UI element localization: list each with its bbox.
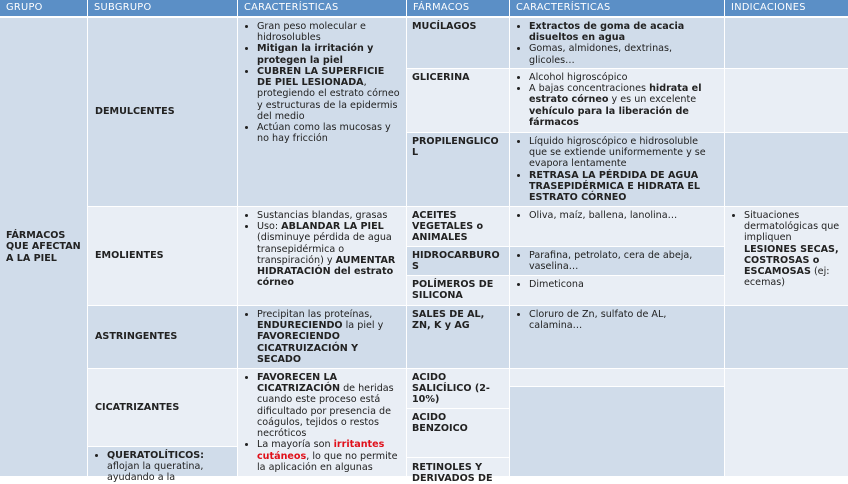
farmaco-sales: SALES DE AL, ZN, K y AG — [407, 306, 510, 369]
demulcentes-c1: • Gran peso molecular e hidrosolubles — [257, 21, 401, 43]
aceites-caracteristicas — [510, 207, 725, 247]
glicerina-caracteristicas — [510, 69, 725, 133]
glicerina-c1: • Alcohol higroscópico — [529, 72, 719, 83]
farmaco-polimeros: POLÍMEROS DE SILICONA — [407, 276, 510, 306]
polimeros-caracteristicas — [510, 276, 725, 306]
queratoliticos-text: • QUERATOLÍTICOS: aflojan la queratina, ayudando a la — [107, 450, 232, 484]
header-indicaciones: INDICACIONES — [725, 0, 848, 18]
astringentes-caracteristicas — [238, 306, 407, 369]
indicaciones-mucilagos — [725, 18, 848, 69]
indicaciones-emolientes — [725, 207, 848, 306]
indicaciones-cicatrizantes — [725, 369, 848, 477]
subgrupo-emolientes-label: EMOLIENTES — [95, 250, 164, 262]
indicaciones-glicerina — [725, 69, 848, 133]
subgrupo-queratoliticos — [88, 447, 238, 484]
subgrupo-cicatrizantes-label: CICATRIZANTES — [95, 401, 180, 413]
farmaco-propilenglicol: PROPILENGLICOL — [407, 133, 510, 207]
farmaco-hidrocarburos: HIDROCARBUROS — [407, 247, 510, 276]
hidrocarburos-c1: • Parafina, petrolato, cera de abeja, vaselina… — [529, 250, 719, 272]
indicaciones-astringentes — [725, 306, 848, 369]
polimeros-c1: • Dimeticona — [529, 279, 719, 290]
sales-caracteristicas — [510, 306, 725, 369]
mucilagos-caracteristicas — [510, 18, 725, 69]
grupo-cell — [0, 18, 88, 477]
demulcentes-c2: • Mitigan la irritación y protegen la piel — [257, 43, 401, 65]
farmaco-retinoles: RETINOLES Y DERIVADOS DE — [407, 458, 510, 477]
aceites-c1: • Oliva, maíz, ballena, lanolina… — [529, 210, 719, 221]
farmaco-aceites: ACEITES VEGETALES o ANIMALES — [407, 207, 510, 247]
propilenglicol-caracteristicas — [510, 133, 725, 207]
demulcentes-caracteristicas — [238, 18, 407, 207]
indicaciones-emolientes-text: • Situaciones dermatológicas que impliquen LESIONES SECAS, COSTROSAS o ESCAMOSAS (ej: ecemas) — [744, 210, 843, 289]
demulcentes-c3: • CUBREN LA SUPERFICIE DE PIEL LESIONADA, protegiendo el estrato córneo y estructuras de la epidermis del medio — [257, 66, 401, 122]
farmaco-acido-benzoico: ACIDO BENZOICO — [407, 409, 510, 458]
hidrocarburos-caracteristicas — [510, 247, 725, 276]
farmaco-mucilagos: MUCÍLAGOS — [407, 18, 510, 69]
indicaciones-propilenglicol — [725, 133, 848, 207]
subgrupo-astringentes-label: ASTRINGENTES — [95, 331, 178, 343]
emolientes-caracteristicas — [238, 207, 407, 306]
farmaco-acido-salicilico: ACIDO SALICÍLICO (2-10%) — [407, 369, 510, 409]
cicatrizantes-c1: • FAVORECEN LA CICATRIZACIÓN de heridas cuando este proceso está dificultado por presencia de coágulos, tejidos o restos necróticos — [257, 372, 401, 439]
subgrupo-demulcentes-label: DEMULCENTES — [95, 106, 175, 118]
emolientes-c2: • Uso: ABLANDAR LA PIEL (disminuye pérdida de agua transepidérmica o transpiración) y AUMENTAR HIDRATACIÓN del estrato córneo — [257, 221, 401, 288]
mucilagos-c2: • Gomas, almidones, dextrinas, glicoles… — [529, 43, 719, 65]
header-farmacos: FÁRMACOS — [407, 0, 510, 18]
emolientes-c1: • Sustancias blandas, grasas — [257, 210, 401, 221]
subgrupo-cicatrizantes — [88, 369, 238, 447]
mucilagos-c1: • Extractos de goma de acacia disueltos en agua — [529, 21, 719, 43]
header-grupo: GRUPO — [0, 0, 88, 18]
sales-c1: • Cloruro de Zn, sulfato de AL, calamina… — [529, 309, 719, 331]
cicatrizantes-caracteristicas — [238, 369, 407, 477]
propilenglicol-c1: • Líquido higroscópico e hidrosoluble que se extiende uniformemente y se evapora lentamente — [529, 136, 719, 170]
header-caracteristicas-1: CARACTERÍSTICAS — [238, 0, 407, 18]
farmaco-glicerina: GLICERINA — [407, 69, 510, 133]
grupo-label: FÁRMACOS QUE AFECTAN A LA PIEL — [6, 230, 81, 264]
subgrupo-demulcentes — [88, 18, 238, 207]
subgrupo-emolientes — [88, 207, 238, 306]
cicatrizantes-c2: • La mayoría son irritantes cutáneos, lo que no permite la aplicación en algunas — [257, 439, 401, 473]
propilenglicol-c2: • RETRASA LA PÉRDIDA DE AGUA TRASEPIDÉRMICA E HIDRATA EL ESTRATO CÓRNEO — [529, 170, 719, 204]
glicerina-c2: • A bajas concentraciones hidrata el estrato córneo y es un excelente vehículo para la liberación de fármacos — [529, 83, 719, 128]
header-caracteristicas-2: CARACTERÍSTICAS — [510, 0, 725, 18]
acidos-caracteristicas — [510, 387, 725, 477]
astringentes-c1: • Precipitan las proteínas, ENDURECIENDO la piel y FAVORECIENDO CICATRUIZACIÓN Y SECADO — [257, 309, 401, 365]
subgrupo-astringentes — [88, 306, 238, 369]
header-subgrupo: SUBGRUPO — [88, 0, 238, 18]
demulcentes-c4: • Actúan como las mucosas y no hay fricción — [257, 122, 401, 144]
acido-salicilico-caracteristicas — [510, 369, 725, 387]
